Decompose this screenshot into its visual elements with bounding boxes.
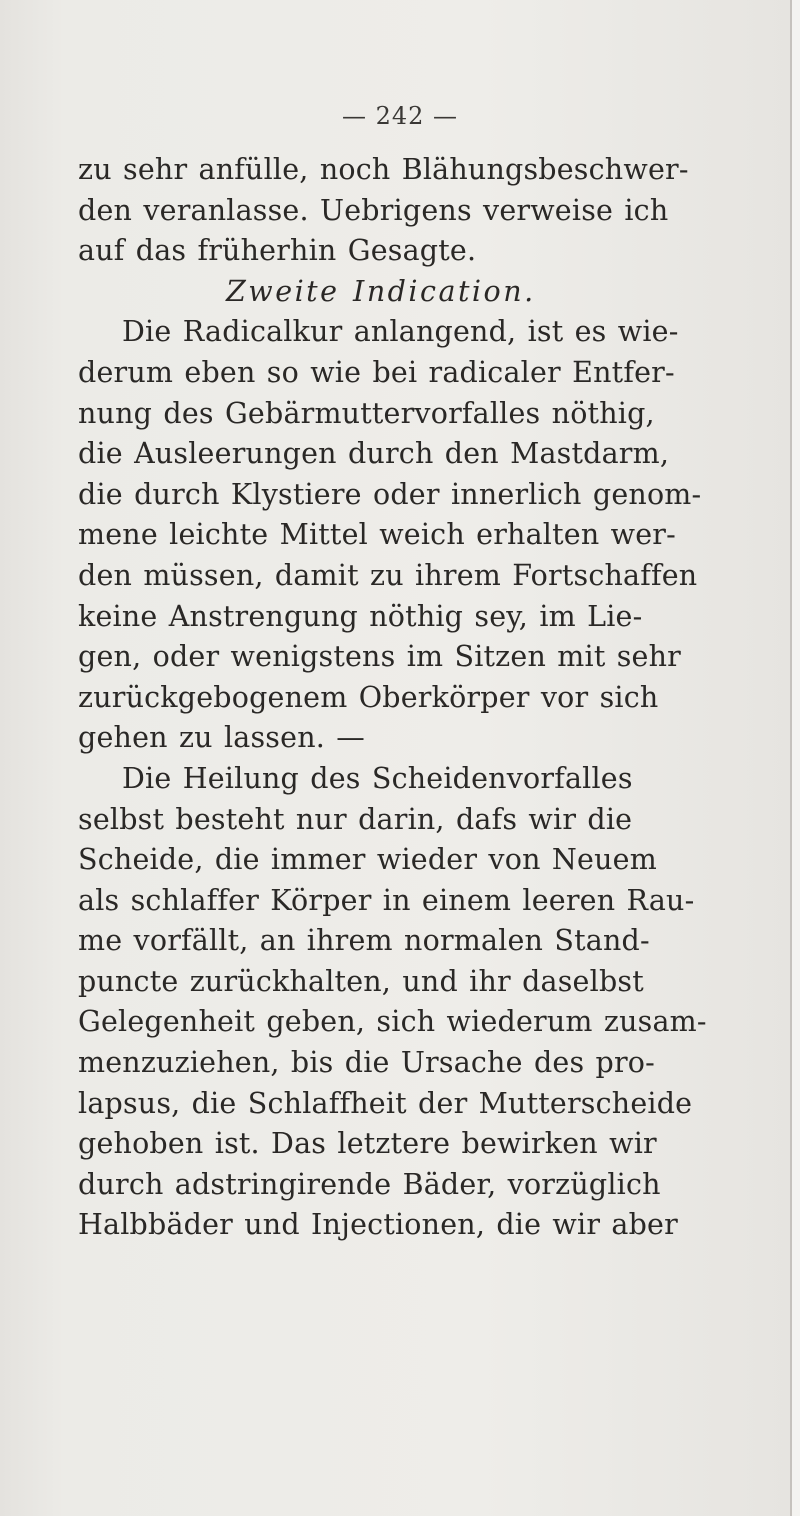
text-line: gen, oder wenigstens im Sitzen mit sehr <box>78 640 682 674</box>
text-line: Gelegenheit geben, sich wiederum zusam- <box>78 1005 707 1039</box>
text-line: mene leichte Mittel weich erhalten wer- <box>78 518 676 552</box>
section-heading: Zweite Indication. <box>226 274 536 308</box>
text-line: zurückgebogenem Oberkörper vor sich <box>78 680 659 714</box>
text-line: die durch Klystiere oder innerlich genom- <box>78 477 702 511</box>
text-line: derum eben so wie bei radicaler Entfer- <box>78 355 675 389</box>
text-line: menzuziehen, bis die Ursache des pro- <box>78 1046 655 1080</box>
text-line: den müssen, damit zu ihrem Fortschaffen <box>78 558 698 592</box>
text-line: den veranlasse. Uebrigens verweise ich <box>78 193 669 227</box>
text-line: gehen zu lassen. — <box>78 721 365 755</box>
text-line: puncte zurückhalten, und ihr daselbst <box>78 964 644 998</box>
text-line: selbst besteht nur darin, dafs wir die <box>78 802 633 836</box>
text-line: gehoben ist. Das letztere bewirken wir <box>78 1127 657 1161</box>
text-line: als schlaffer Körper in einem leeren Rau- <box>78 883 695 917</box>
text-line: auf das früherhin Gesagte. <box>78 234 477 268</box>
body-text <box>78 150 778 1246</box>
text-line: me vorfällt, an ihrem normalen Stand- <box>78 924 650 958</box>
page-number: — 242 — <box>341 102 459 130</box>
text-line: zu sehr anfülle, noch Blähungsbeschwer- <box>78 153 689 186</box>
text-line: Die Heilung des Scheidenvorfalles <box>122 761 633 795</box>
page-margin <box>792 0 800 1516</box>
text-line: durch adstringirende Bäder, vorzüglich <box>78 1167 661 1201</box>
text-line: Halbbäder und Injectionen, die wir aber <box>78 1208 678 1242</box>
text-line: die Ausleerungen durch den Mastdarm, <box>78 437 670 471</box>
text-line: nung des Gebärmuttervorfalles nöthig, <box>78 396 655 430</box>
text-line: keine Anstrengung nöthig sey, im Lie- <box>78 599 643 633</box>
text-line: lapsus, die Schlaffheit der Mutterscheide <box>78 1086 693 1120</box>
text-line: Die Radicalkur anlangend, ist es wie- <box>122 315 679 349</box>
text-line: Scheide, die immer wieder von Neuem <box>78 843 657 877</box>
